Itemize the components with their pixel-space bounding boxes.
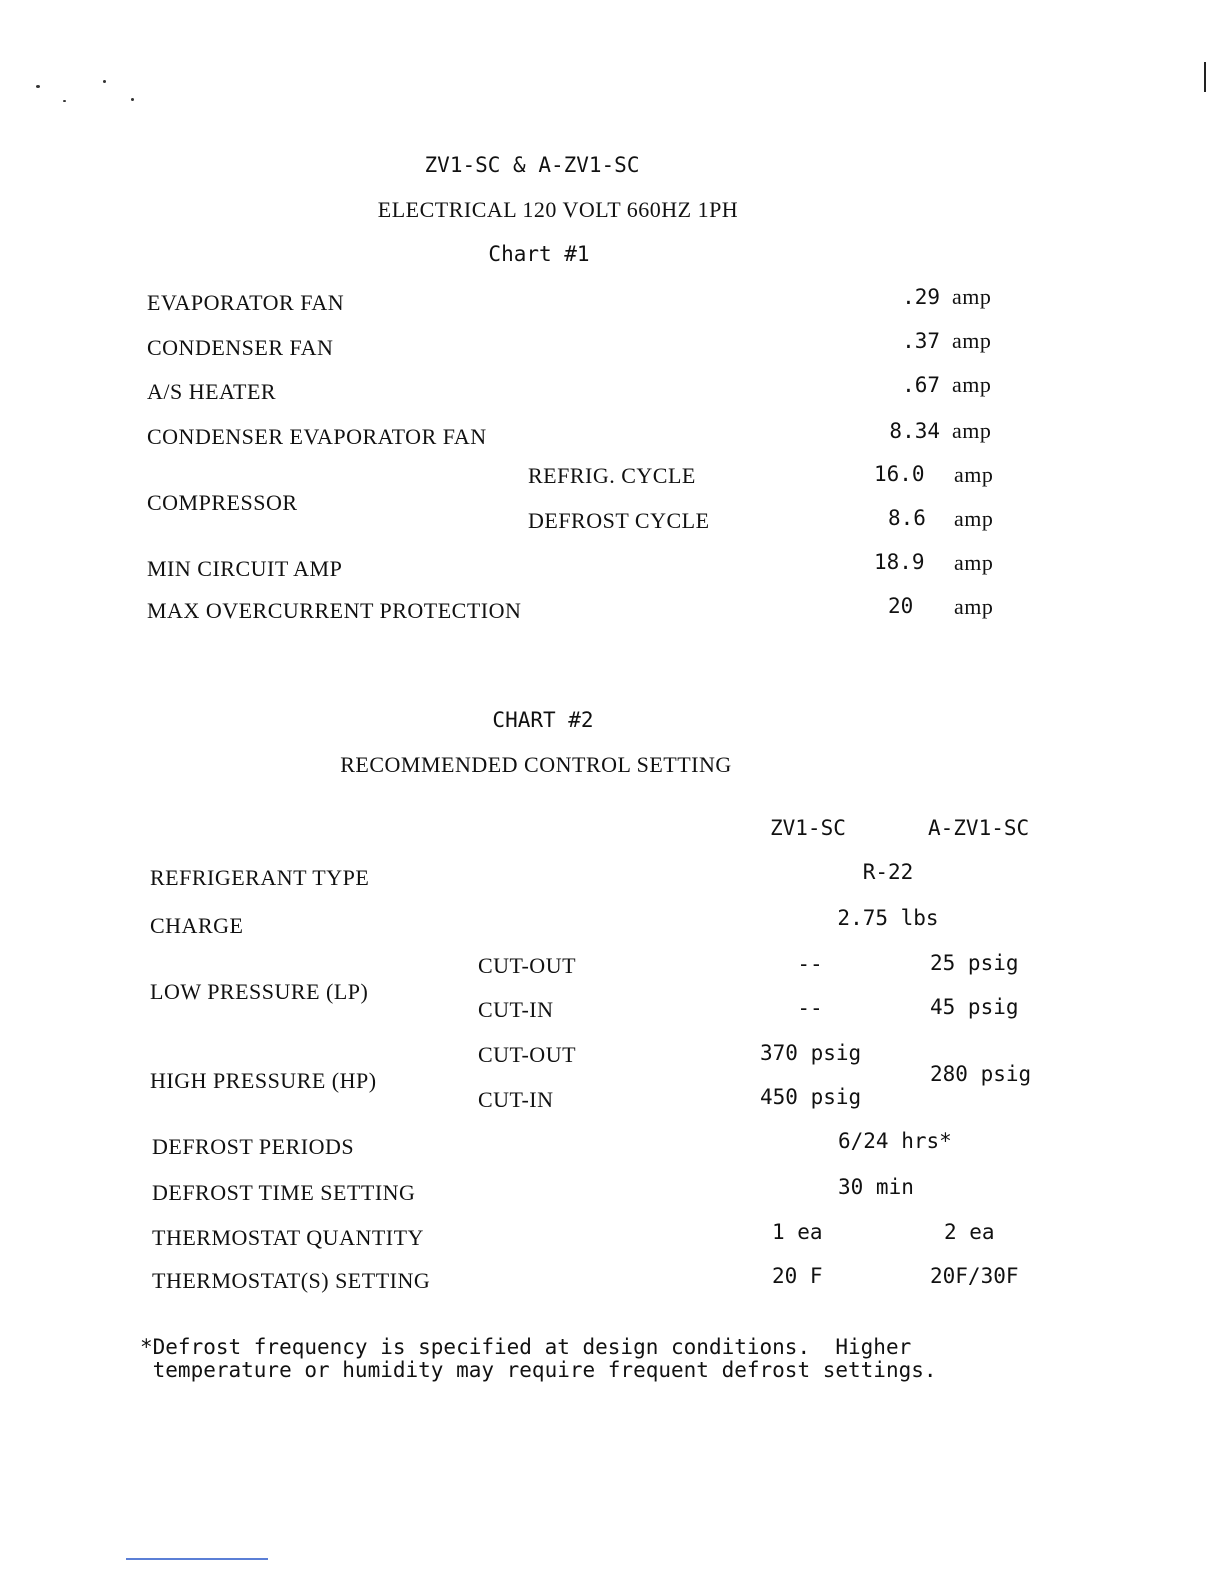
row-label: A/S HEATER <box>147 379 277 404</box>
row-unit: amp <box>954 462 994 487</box>
row-value: 1 ea <box>772 1220 823 1244</box>
row-value: 8.34 <box>889 419 940 443</box>
row-value: 20F/30F <box>930 1264 1019 1288</box>
row-unit: amp <box>952 284 992 309</box>
scan-speck <box>131 98 134 101</box>
row-label: HIGH PRESSURE (HP) <box>150 1068 377 1093</box>
row-value: 370 psig <box>760 1041 862 1065</box>
row-unit: amp <box>954 594 994 619</box>
chart1-title: Chart #1 <box>488 242 590 266</box>
chart2-title: CHART #2 <box>492 708 594 732</box>
sub-label: CUT-IN <box>478 1087 554 1112</box>
row-label: LOW PRESSURE (LP) <box>150 979 369 1004</box>
row-value: 20 <box>888 594 914 618</box>
row-label: DEFROST TIME SETTING <box>152 1180 416 1205</box>
row-label: THERMOSTAT(S) SETTING <box>152 1268 431 1293</box>
row-value: 2 ea <box>944 1220 995 1244</box>
row-label: CONDENSER FAN <box>147 335 334 360</box>
row-label: THERMOSTAT QUANTITY <box>152 1225 424 1250</box>
scan-speck <box>63 100 66 102</box>
row-value: 45 psig <box>930 995 1019 1019</box>
row-value: 25 psig <box>930 951 1019 975</box>
row-value: 20 F <box>772 1264 823 1288</box>
row-value: 2.75 lbs <box>837 906 939 930</box>
row-value: 8.6 <box>888 506 926 530</box>
row-unit: amp <box>954 550 994 575</box>
row-value: .37 <box>902 329 940 353</box>
row-label: EVAPORATOR FAN <box>147 290 345 315</box>
compressor-sub-label: REFRIG. CYCLE <box>528 463 696 488</box>
row-value: 18.9 <box>874 550 925 574</box>
scan-speck <box>36 85 40 88</box>
row-value: -- <box>797 996 823 1020</box>
footnote-line-2: temperature or humidity may require frequent defrost settings. <box>140 1358 937 1382</box>
sub-label: CUT-OUT <box>478 1042 577 1067</box>
row-label: MIN CIRCUIT AMP <box>147 556 343 581</box>
row-value: .29 <box>902 285 940 309</box>
column-header-azv1: A-ZV1-SC <box>928 816 1030 840</box>
row-unit: amp <box>952 418 992 443</box>
row-value: .67 <box>902 373 940 397</box>
row-value: R-22 <box>862 860 914 884</box>
footer-rule <box>126 1558 268 1560</box>
sub-label: CUT-OUT <box>478 953 577 978</box>
electrical-spec-line: ELECTRICAL 120 VOLT 660HZ 1PH <box>377 197 739 222</box>
row-label: CONDENSER EVAPORATOR FAN <box>147 424 487 449</box>
column-header-zv1: ZV1-SC <box>770 816 846 840</box>
row-label: CHARGE <box>150 913 244 938</box>
row-value: 6/24 hrs* <box>838 1129 952 1153</box>
row-unit: amp <box>954 506 994 531</box>
row-unit: amp <box>952 328 992 353</box>
row-label: REFRIGERANT TYPE <box>150 865 370 890</box>
footnote-line-1: *Defrost frequency is specified at design conditions. Higher <box>140 1335 912 1359</box>
chart2-subtitle: RECOMMENDED CONTROL SETTING <box>340 752 732 777</box>
row-value: 280 psig <box>930 1062 1032 1086</box>
row-value: 450 psig <box>760 1085 862 1109</box>
row-label: DEFROST PERIODS <box>152 1134 355 1159</box>
row-unit: amp <box>952 372 992 397</box>
row-label: COMPRESSOR <box>147 490 298 515</box>
sub-label: CUT-IN <box>478 997 554 1022</box>
scan-edge-mark <box>1204 62 1206 92</box>
scan-speck <box>103 80 106 83</box>
model-line: ZV1-SC & A-ZV1-SC <box>424 153 640 177</box>
row-value: 16.0 <box>874 462 925 486</box>
row-value: 30 min <box>838 1175 914 1199</box>
row-label: MAX OVERCURRENT PROTECTION <box>147 598 522 623</box>
compressor-sub-label: DEFROST CYCLE <box>528 508 710 533</box>
row-value: -- <box>797 952 823 976</box>
